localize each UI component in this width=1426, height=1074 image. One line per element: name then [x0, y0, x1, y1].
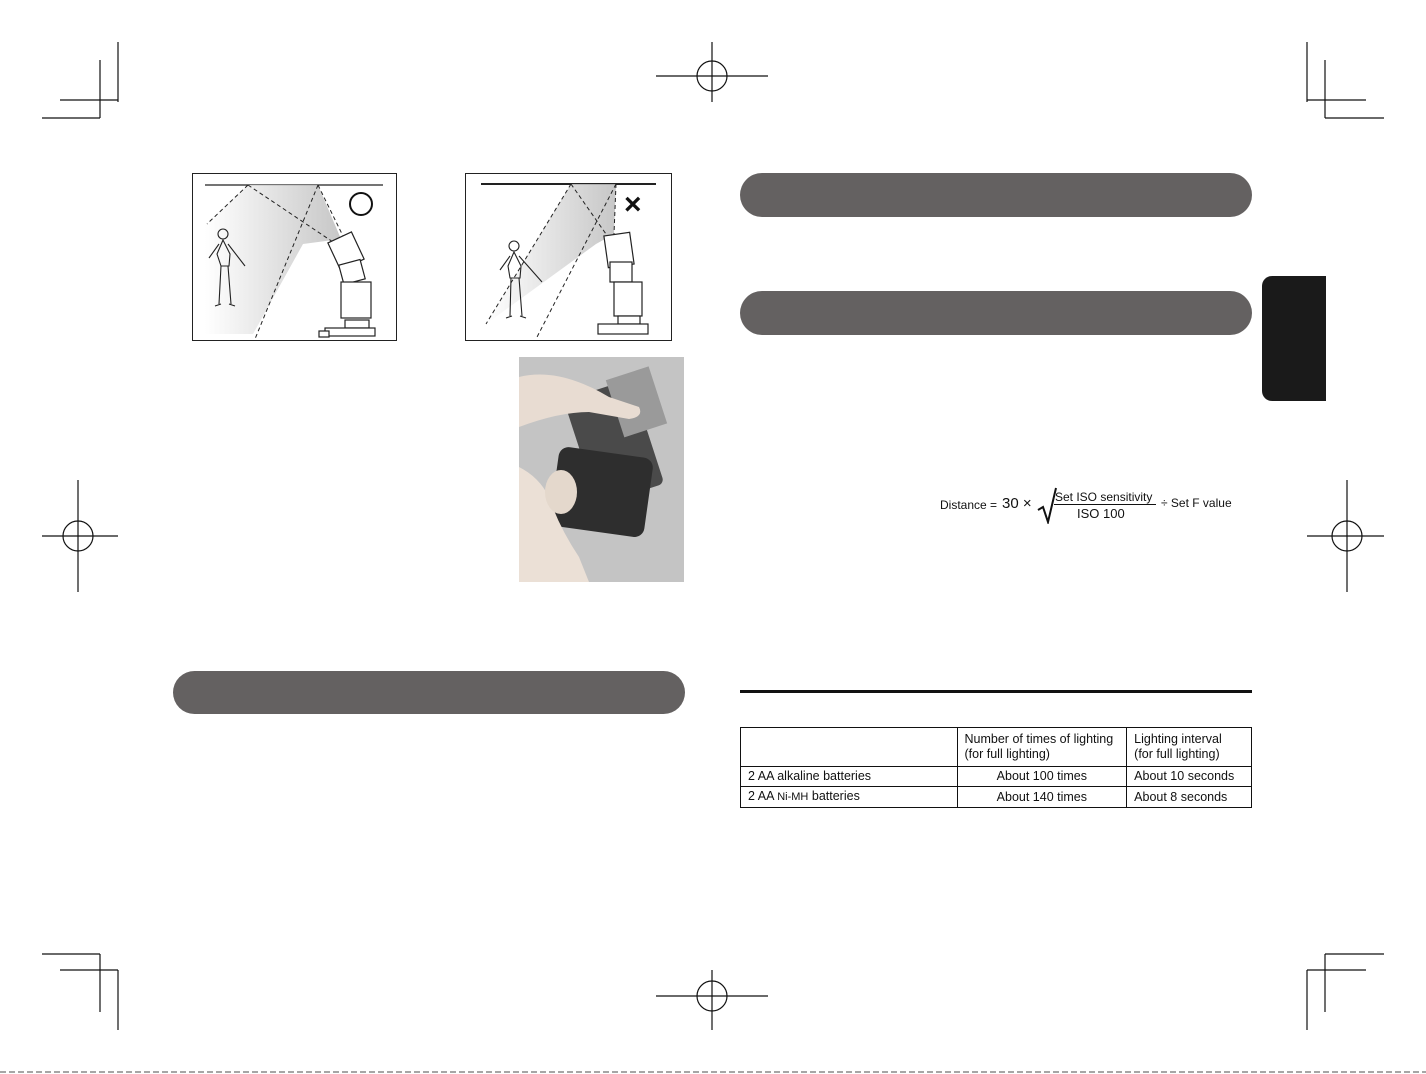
flash-photo-image	[519, 357, 684, 582]
table-header-cell: Lighting interval (for full lighting)	[1127, 728, 1252, 767]
battery-type-cell	[741, 787, 958, 808]
flash-count-cell: About 100 times	[957, 767, 1127, 787]
recycle-interval-cell: About 8 seconds	[1127, 787, 1252, 808]
section-heading-bar-right-1	[740, 173, 1252, 217]
flash-distance-formula	[940, 484, 1240, 524]
battery-suffix: batteries	[823, 769, 872, 783]
table-row	[741, 767, 1252, 787]
table-header-cell: Number of times of lighting (for full lighting)	[957, 728, 1127, 767]
recycle-interval-cell: About 10 seconds	[1127, 767, 1252, 787]
formula-lhs: Distance =	[940, 498, 998, 512]
battery-performance-table	[740, 727, 1252, 808]
incorrect-mark: ×	[624, 188, 642, 221]
battery-chemistry: alkaline	[777, 769, 820, 783]
battery-size: 2 AA	[748, 789, 774, 803]
chapter-tab-marker	[1262, 276, 1326, 401]
battery-suffix: batteries	[811, 789, 860, 803]
formula-numerator: Set ISO sensitivity	[1055, 490, 1153, 504]
formula-coefficient: 30 ×	[1002, 495, 1032, 512]
table-section-rule	[740, 690, 1252, 693]
table-header-row	[741, 728, 1252, 767]
correct-mark	[349, 192, 373, 216]
bounce-correct-illustration	[192, 173, 397, 341]
flash-count-cell: About 140 times	[957, 787, 1127, 808]
formula-rhs: ÷ Set F value	[1161, 496, 1232, 510]
formula-denominator: ISO 100	[1077, 506, 1125, 521]
battery-size: 2 AA	[748, 769, 774, 783]
section-heading-bar-right-2	[740, 291, 1252, 335]
flash-handling-photo	[519, 357, 684, 582]
battery-type-cell	[741, 767, 958, 787]
section-heading-bar-left	[173, 671, 685, 714]
table-row	[741, 787, 1252, 808]
table-header-cell	[741, 728, 958, 767]
bounce-incorrect-illustration	[465, 173, 672, 341]
battery-chemistry: Ni-MH	[777, 791, 809, 803]
